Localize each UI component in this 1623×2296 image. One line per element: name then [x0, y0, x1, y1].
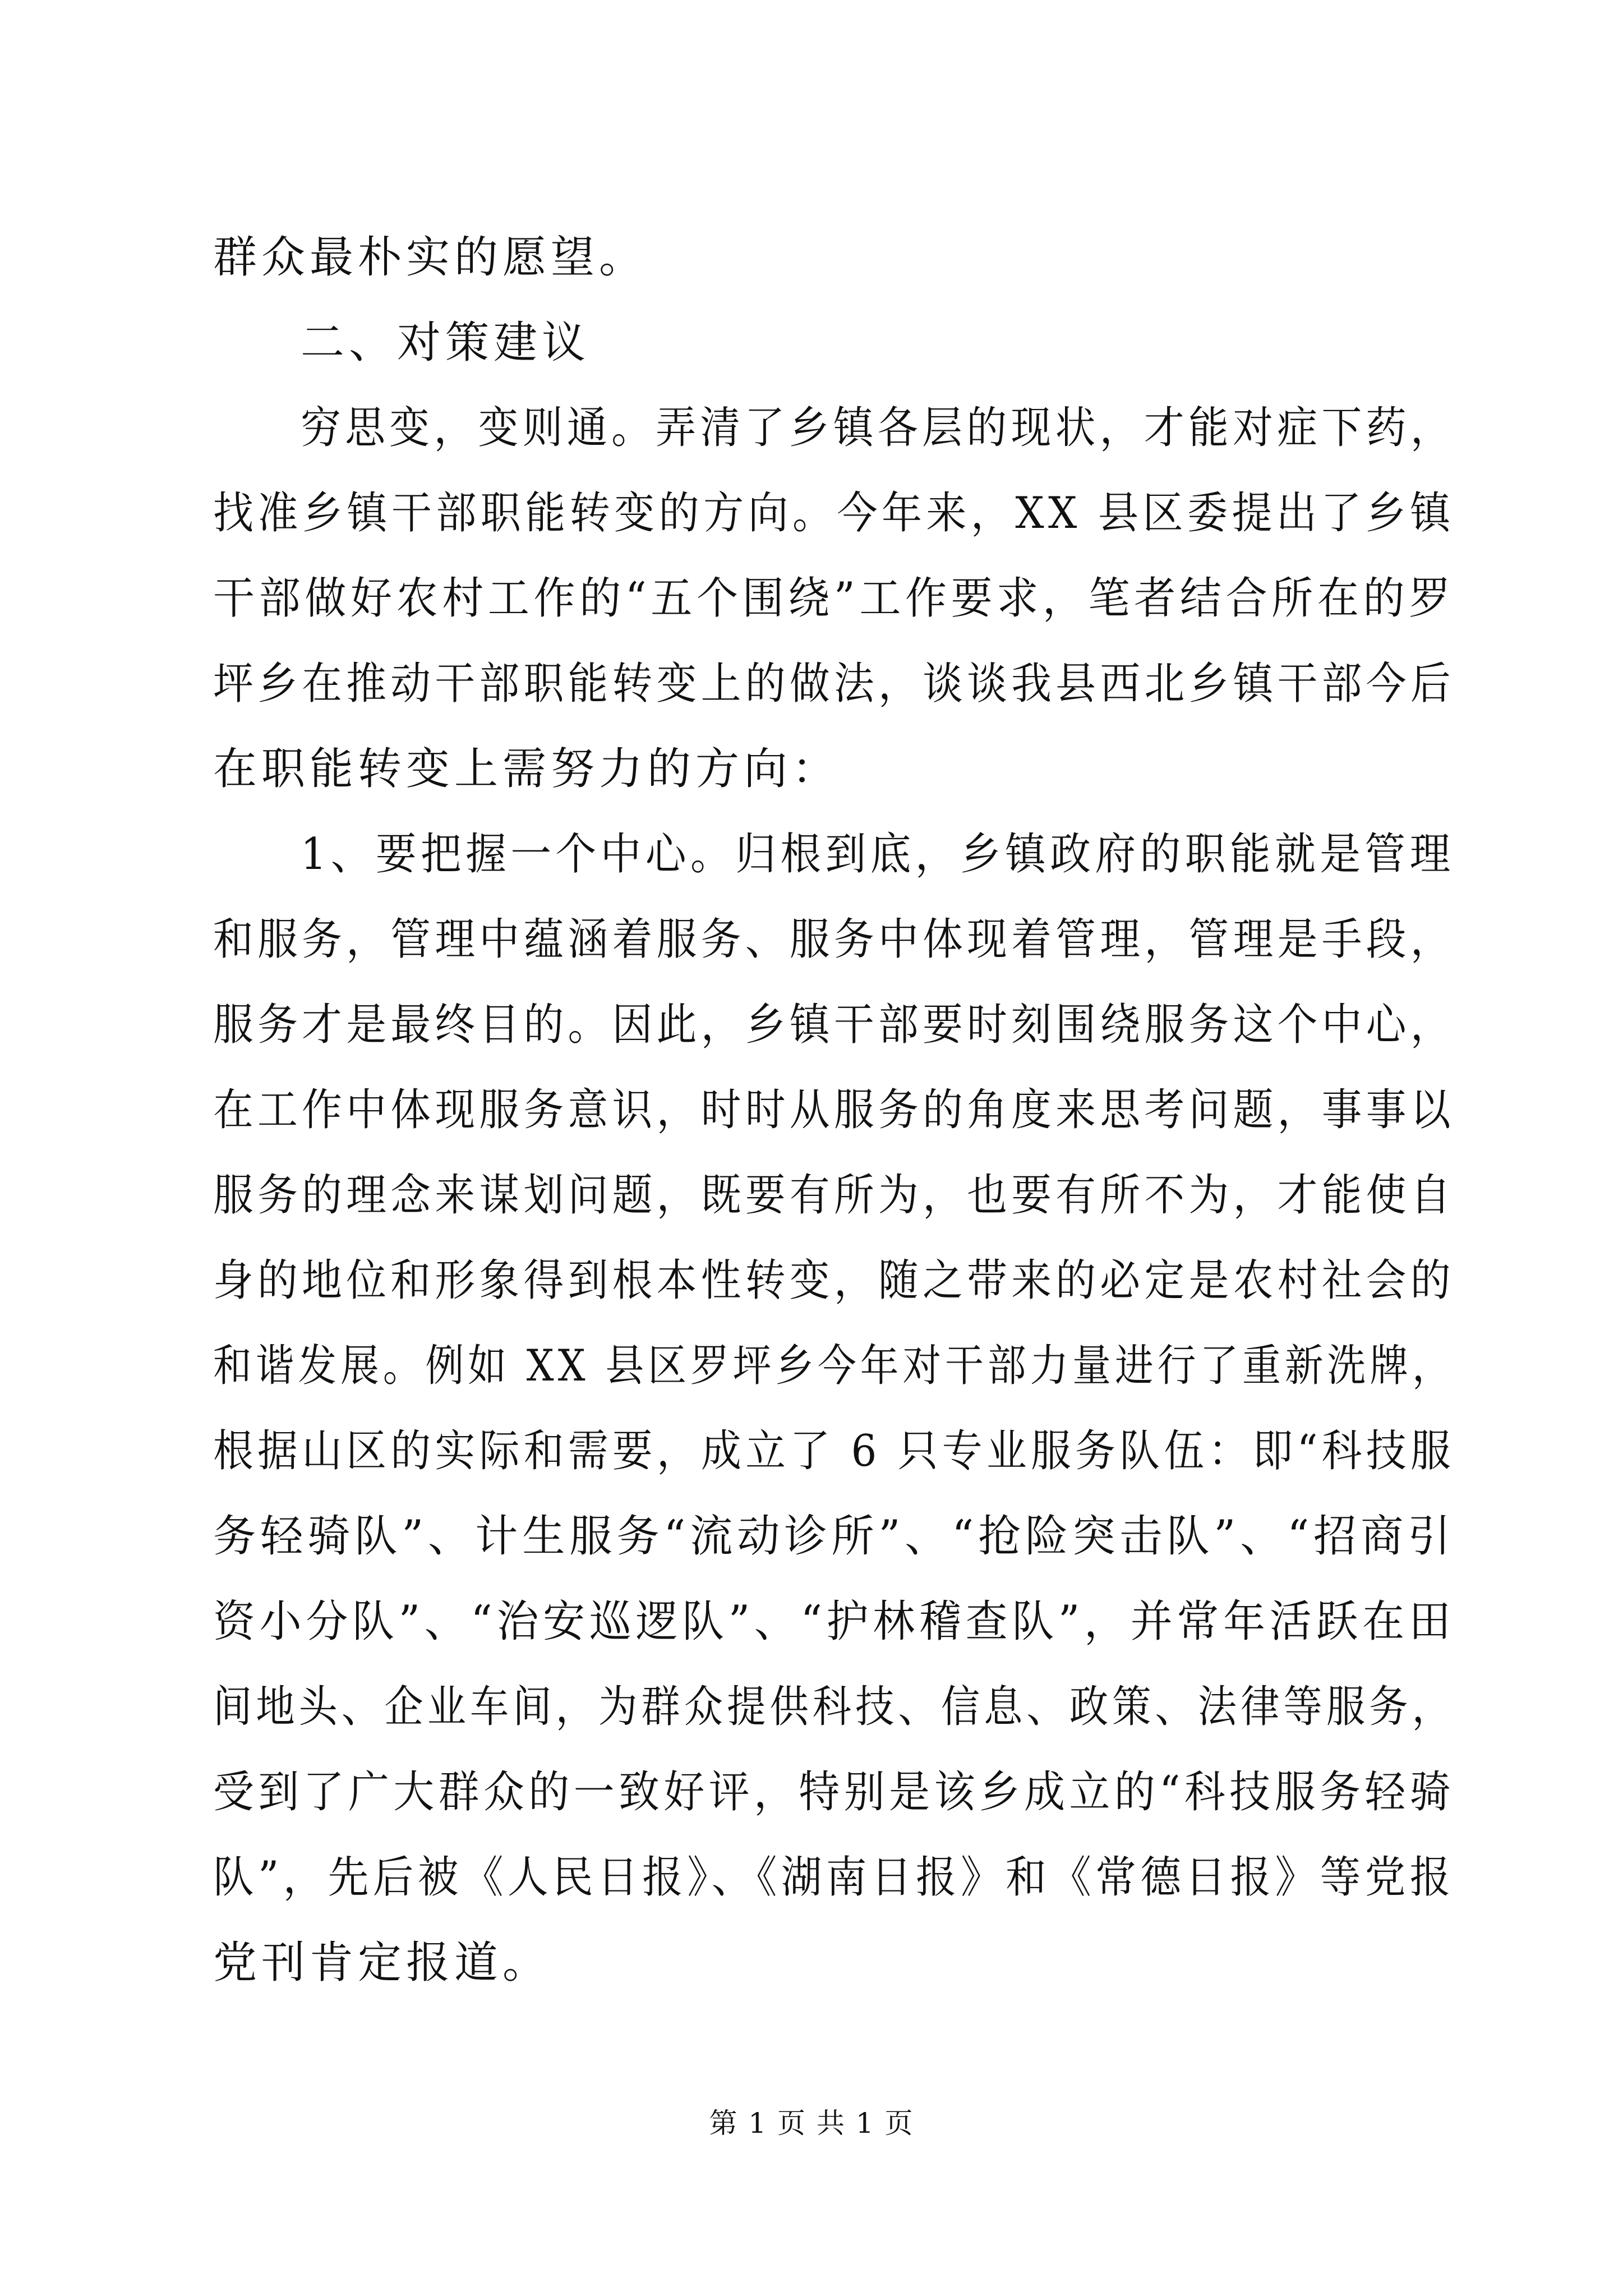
paragraph-line: 资小分队”、“治安巡逻队”、“护林稽查队”，并常年活跃在田 [213, 1596, 1455, 1647]
paragraph-line: 队”，先后被《人民日报》、《湖南日报》和《常德日报》等党报 [213, 1852, 1455, 1903]
paragraph-line: 身的地位和形象得到根本性转变，随之带来的必定是农村社会的 [213, 1255, 1455, 1306]
section-heading: 二、对策建议 [301, 318, 591, 368]
page-number-footer: 第 1 页 共 1 页 [709, 2107, 914, 2139]
paragraph-line: 1、要把握一个中心。归根到底，乡镇政府的职能就是管理 [301, 829, 1455, 880]
paragraph-line: 找准乡镇干部职能转变的方向。今年来，XX 县区委提出了乡镇 [213, 488, 1455, 539]
paragraph-line: 坪乡在推动干部职能转变上的做法，谈谈我县西北乡镇干部今后 [213, 659, 1455, 709]
paragraph-line: 穷思变，变则通。弄清了乡镇各层的现状，才能对症下药， [301, 403, 1455, 453]
paragraph-line: 和服务，管理中蕴涵着服务、服务中体现着管理，管理是手段， [213, 914, 1455, 965]
paragraph-line: 服务的理念来谋划问题，既要有所为，也要有所不为，才能使自 [213, 1170, 1455, 1221]
paragraph-line: 受到了广大群众的一致好评，特别是该乡成立的“科技服务轻骑 [213, 1767, 1455, 1818]
paragraph-line: 在工作中体现服务意识，时时从服务的角度来思考问题，事事以 [213, 1085, 1455, 1135]
paragraph-line: 务轻骑队”、计生服务“流动诊所”、“抢险突击队”、“招商引 [213, 1511, 1455, 1562]
paragraph-line: 间地头、企业车间，为群众提供科技、信息、政策、法律等服务， [213, 1682, 1455, 1732]
paragraph-line: 党刊肯定报道。 [213, 1938, 551, 1988]
paragraph-line: 干部做好农村工作的“五个围绕”工作要求，笔者结合所在的罗 [213, 573, 1455, 624]
paragraph-line: 根据山区的实际和需要，成立了 6 只专业服务队伍：即“科技服 [213, 1426, 1455, 1476]
paragraph-line: 服务才是最终目的。因此，乡镇干部要时刻围绕服务这个中心， [213, 1000, 1455, 1050]
paragraph-line: 和谐发展。例如 XX 县区罗坪乡今年对干部力量进行了重新洗牌， [213, 1341, 1455, 1391]
paragraph-line: 群众最朴实的愿望。 [213, 232, 648, 283]
paragraph-line: 在职能转变上需努力的方向： [213, 744, 841, 794]
